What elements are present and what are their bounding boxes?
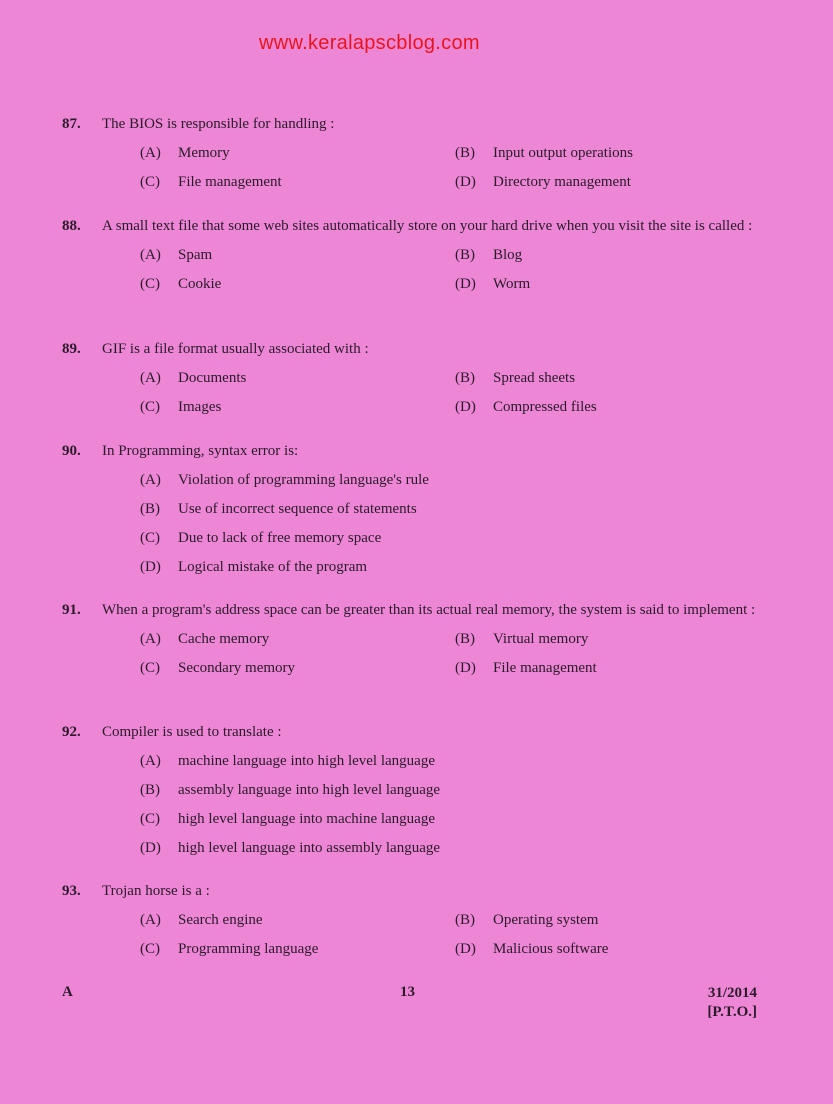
question-text: GIF is a file format usually associated with : xyxy=(102,341,369,357)
question-number: 88. xyxy=(62,218,81,234)
option-b: (B) Operating system xyxy=(455,912,599,928)
question-text: A small text file that some web sites automatically store on your hard drive when you visit the site is called : xyxy=(102,218,753,234)
option-c: (C) File management xyxy=(140,174,282,190)
option-d: (D) Worm xyxy=(455,276,531,292)
pto-label: [P.T.O.] xyxy=(707,1004,757,1020)
question-text: The BIOS is responsible for handling : xyxy=(102,116,335,132)
exam-code: 31/2014 xyxy=(707,985,757,1001)
option-b: (B) Virtual memory xyxy=(455,631,589,647)
question-number: 90. xyxy=(62,443,81,459)
footer-exam-code xyxy=(707,984,757,1022)
question-89 xyxy=(62,339,762,426)
question-87 xyxy=(62,114,762,201)
question-text: In Programming, syntax error is: xyxy=(102,443,299,459)
option-c: (C) Secondary memory xyxy=(140,660,296,676)
option-c: (C) Images xyxy=(140,399,222,415)
question-number: 92. xyxy=(62,724,81,740)
option-a: (A) Violation of programming language's rule xyxy=(140,472,429,488)
option-d: (D) File management xyxy=(455,660,597,676)
option-b: (B) Use of incorrect sequence of statements xyxy=(140,501,417,517)
option-b: (B) Blog xyxy=(455,247,523,263)
question-number: 89. xyxy=(62,341,81,357)
site-watermark: www.keralapscblog.com xyxy=(259,32,480,54)
question-93 xyxy=(62,881,762,968)
option-b: (B) assembly language into high level language xyxy=(140,782,441,798)
footer-set-code: A xyxy=(62,984,73,1000)
option-d: (D) high level language into assembly language xyxy=(140,840,441,856)
option-a: (A) Spam xyxy=(140,247,213,263)
option-c: (C) Cookie xyxy=(140,276,222,292)
question-88 xyxy=(62,216,762,303)
option-d: (D) Directory management xyxy=(455,174,631,190)
question-text: Compiler is used to translate : xyxy=(102,724,282,740)
option-d: (D) Compressed files xyxy=(455,399,597,415)
question-92 xyxy=(62,722,762,867)
option-a: (A) Search engine xyxy=(140,912,263,928)
question-number: 87. xyxy=(62,116,81,132)
question-text: When a program's address space can be greater than its actual real memory, the system is said to implement : xyxy=(102,602,756,618)
option-a: (A) Documents xyxy=(140,370,247,386)
option-a: (A) Memory xyxy=(140,145,230,161)
option-c: (C) Due to lack of free memory space xyxy=(140,530,382,546)
question-number: 93. xyxy=(62,883,81,899)
question-91 xyxy=(62,600,762,687)
option-d: (D) Malicious software xyxy=(455,941,609,957)
option-b: (B) Spread sheets xyxy=(455,370,576,386)
option-a: (A) Cache memory xyxy=(140,631,270,647)
question-text: Trojan horse is a : xyxy=(102,883,210,899)
option-d: (D) Logical mistake of the program xyxy=(140,559,368,575)
question-90 xyxy=(62,441,762,586)
option-c: (C) Programming language xyxy=(140,941,319,957)
question-number: 91. xyxy=(62,602,81,618)
option-a: (A) machine language into high level language xyxy=(140,753,435,769)
option-b: (B) Input output operations xyxy=(455,145,633,161)
page-number: 13 xyxy=(400,984,415,1000)
option-c: (C) high level language into machine language xyxy=(140,811,435,827)
